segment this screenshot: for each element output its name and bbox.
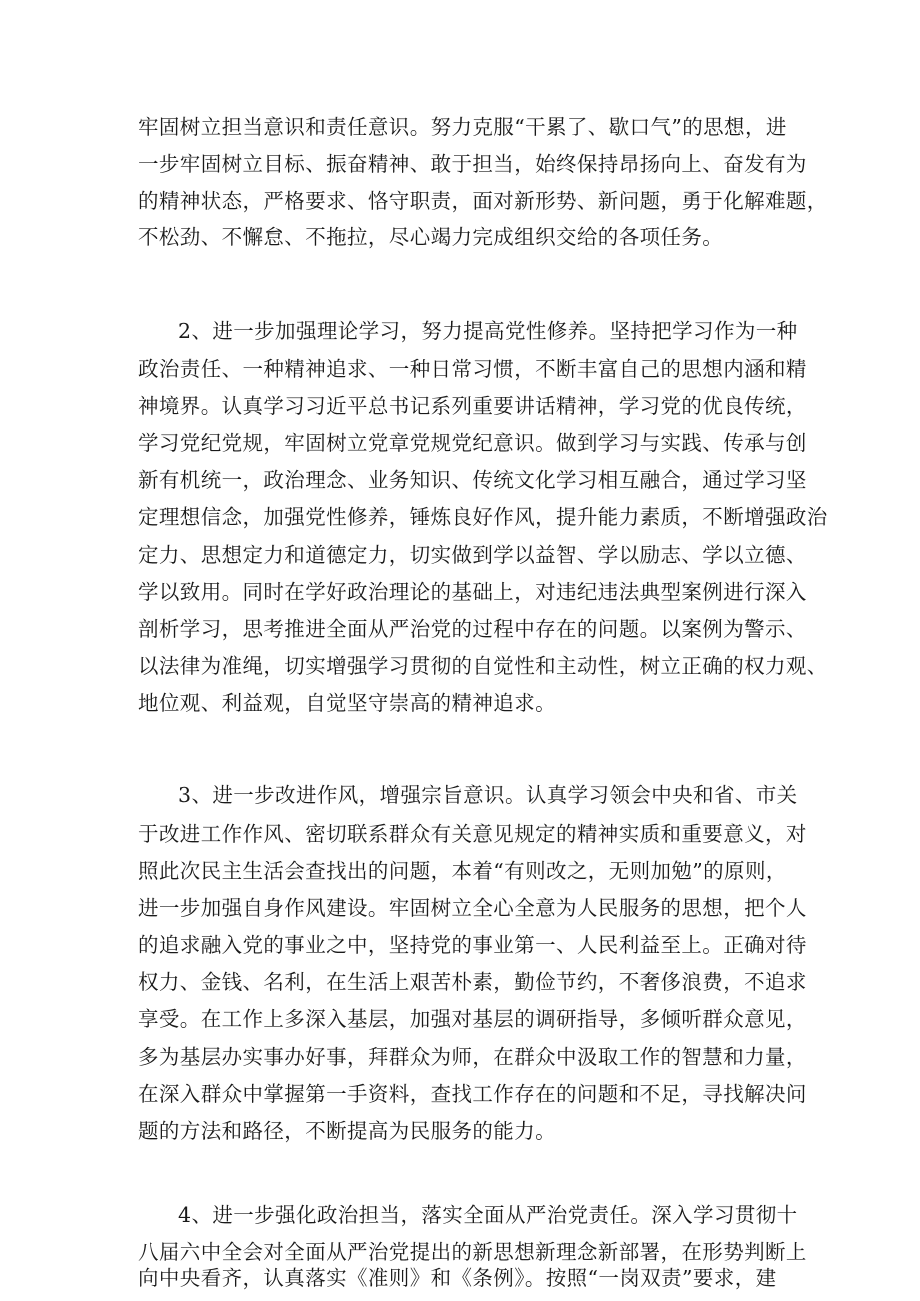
text-line: 剖析学习，思考推进全面从严治党的过程中存在的问题。以案例为警示、 (138, 617, 807, 641)
text-line: 权力、金钱、名利，在生活上艰苦朴素，勤俭节约，不奢侈浪费，不追求 (138, 970, 807, 994)
text-line: 3、进一步改进作风，增强宗旨意识。认真学习领会中央和省、市关 (178, 783, 798, 807)
text-line: 题的方法和路径，不断提高为民服务的能力。 (138, 1119, 556, 1143)
text-line: 的追求融入党的事业之中，坚持党的事业第一、人民利益至上。正确对待 (138, 933, 807, 957)
text-line: 定理想信念，加强党性修养，锤炼良好作风，提升能力素质，不断增强政治 (138, 505, 828, 529)
text-line: 定力、思想定力和道德定力，切实做到学以益智、学以励志、学以立德、 (138, 543, 807, 567)
text-line: 八届六中全会对全面从严治党提出的新思想新理念新部署，在形势判断上 (138, 1240, 807, 1264)
text-line: 2、进一步加强理论学习，努力提高党性修养。坚持把学习作为一种 (178, 319, 798, 343)
text-line: 享受。在工作上多深入基层，加强对基层的调研指导，多倾听群众意见， (138, 1007, 807, 1031)
text-line: 向中央看齐，认真落实《准则》和《条例》。按照“一岗双责”要求，建 (138, 1266, 777, 1290)
text-line: 政治责任、一种精神追求、一种日常习惯，不断丰富自己的思想内涵和精 (138, 357, 807, 381)
text-line: 一步牢固树立目标、振奋精神、敢于担当，始终保持昂扬向上、奋发有为 (138, 152, 807, 176)
text-line: 4、进一步强化政治担当，落实全面从严治党责任。深入学习贯彻十 (178, 1203, 798, 1227)
text-line: 照此次民主生活会查找出的问题，本着“有则改之，无则加勉”的原则， (138, 859, 787, 883)
text-line: 不松劲、不懈怠、不拖拉，尽心竭力完成组织交给的各项任务。 (138, 225, 724, 249)
text-line: 学以致用。同时在学好政治理论的基础上，对违纪违法典型案例进行深入 (138, 580, 807, 604)
text-line: 的精神状态，严格要求、恪守职责，面对新形势、新问题，勇于化解难题， (138, 189, 828, 213)
text-line: 地位观、利益观，自觉坚守崇高的精神追求。 (138, 691, 556, 715)
text-line: 多为基层办实事办好事，拜群众为师，在群众中汲取工作的智慧和力量， (138, 1045, 807, 1069)
text-line: 神境界。认真学习习近平总书记系列重要讲话精神，学习党的优良传统， (138, 394, 807, 418)
text-line: 以法律为准绳，切实增强学习贯彻的自觉性和主动性，树立正确的权力观、 (138, 654, 828, 678)
text-line: 在深入群众中掌握第一手资料，查找工作存在的问题和不足，寻找解决问 (138, 1082, 807, 1106)
text-line: 牢固树立担当意识和责任意识。努力克服“干累了、歇口气”的思想，进 (138, 115, 787, 139)
text-line: 学习党纪党规，牢固树立党章党规党纪意识。做到学习与实践、传承与创 (138, 431, 807, 455)
text-line: 进一步加强自身作风建设。牢固树立全心全意为人民服务的思想，把个人 (138, 896, 807, 920)
text-line: 新有机统一，政治理念、业务知识、传统文化学习相互融合，通过学习坚 (138, 468, 807, 492)
text-line: 于改进工作作风、密切联系群众有关意见规定的精神实质和重要意义，对 (138, 822, 807, 846)
